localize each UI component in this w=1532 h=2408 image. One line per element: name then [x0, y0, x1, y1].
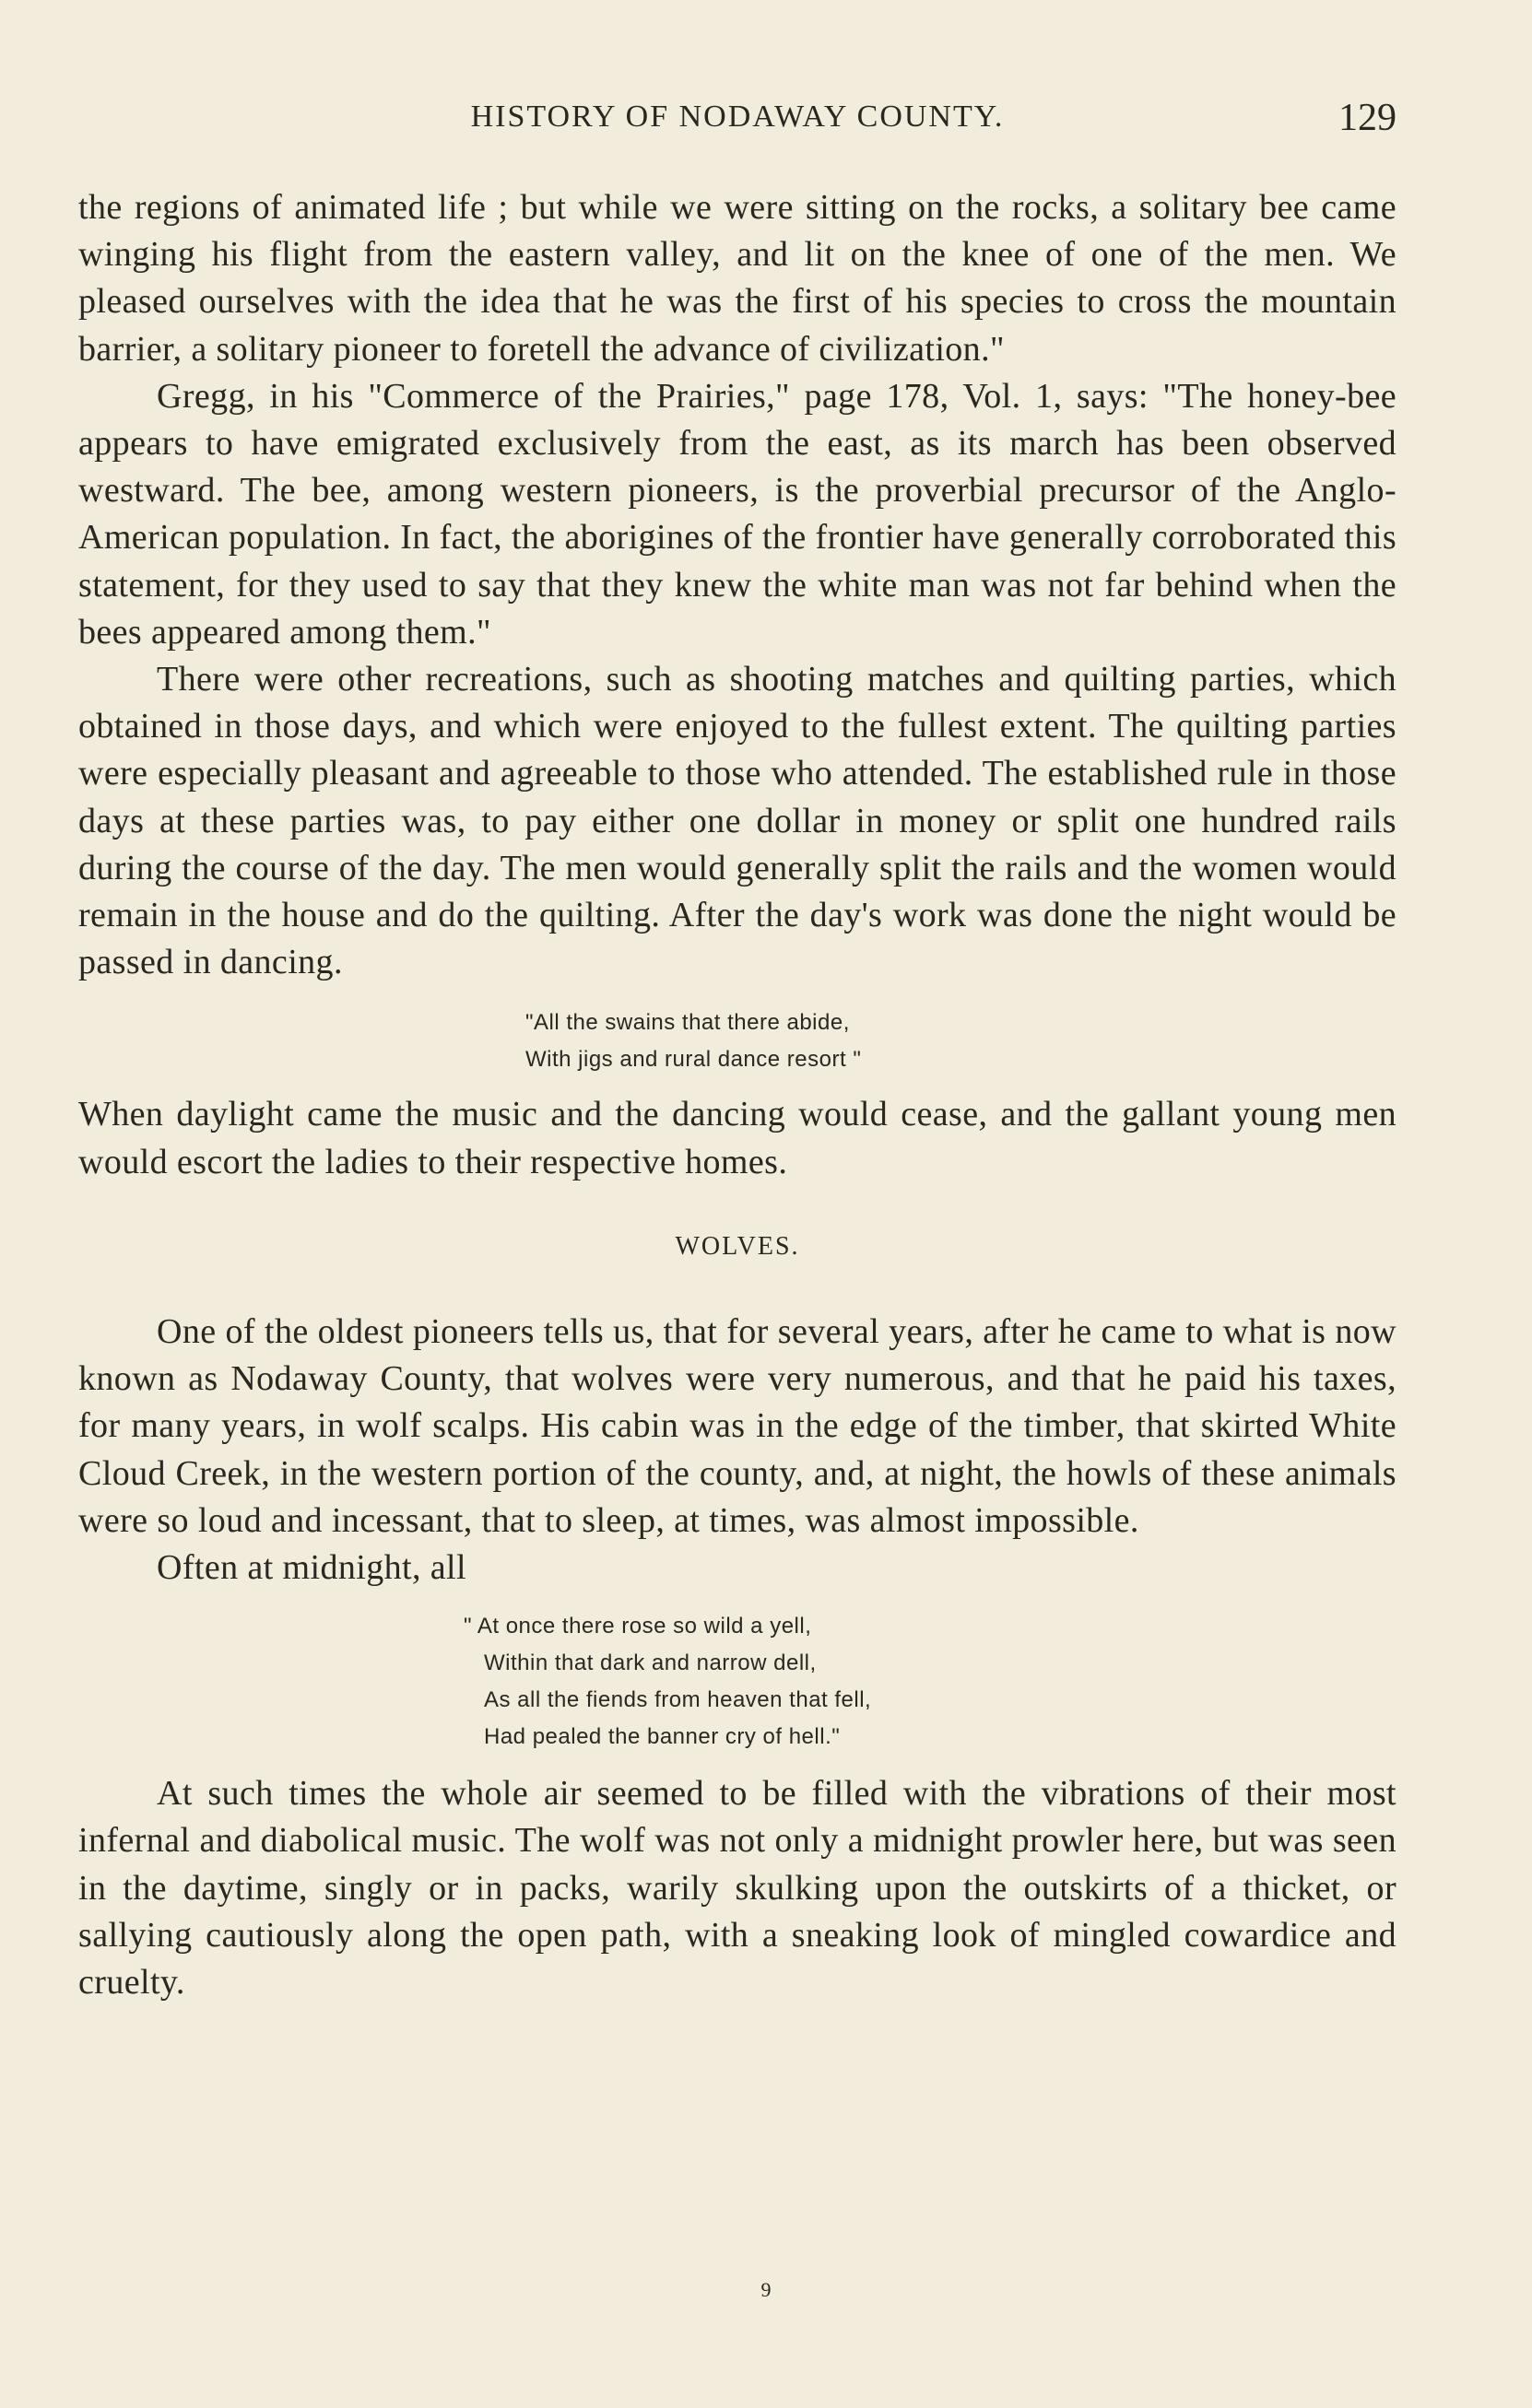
section-heading-wolves: WOLVES. — [675, 1231, 800, 1261]
verse-line: Had pealed the banner cry of hell." — [484, 1724, 841, 1750]
paragraph-bee-quote-end: the regions of animated life ; but while we were sitting on the rocks, a solitary bee came winging his flight from the eastern valley, and lit on the knee of one of the men. We pleased ourselves with the idea that he was the first of his species to cross the mountain barrier, a solitary pioneer to foretell the advance of civilization." — [78, 188, 1396, 369]
running-head: HISTORY OF NODAWAY COUNTY. — [470, 100, 1005, 134]
paragraph-wolf-music: At such times the whole air seemed to be filled with the vibrations of their most infernal and diabolical music. The wolf was not only a midnight prowler here, but was seen in the daytime, singly or in packs, warily skulking upon the outskirts of a thicket, or sallying cautiously along the open path, with a sneaking look of mingled cowardice and cruelty. — [78, 1774, 1396, 2003]
paragraph-gregg-quote: Gregg, in his "Commerce of the Prairies," page 178, Vol. 1, says: "The honey-bee appears to have emigrated exclusively from the east, as its march has been observed westward. The bee, among western pioneers, is the proverbial precursor of the Anglo-American population. In fact, the aborigines of the frontier have generally corroborated this statement, for they used to say that they knew the white man was not far behind when the bees appeared among them." — [78, 376, 1397, 652]
verse-line: "All the swains that there abide, — [525, 1010, 850, 1036]
paragraph-daylight: When daylight came the music and the dancing would cease, and the gallant young men would escort the ladies to their respective homes. — [78, 1095, 1396, 1181]
page-number: 129 — [1338, 97, 1396, 139]
verse-line: " At once there rose so wild a yell, — [464, 1614, 812, 1639]
body-text — [78, 184, 1396, 2006]
paragraph-midnight: Often at midnight, all — [157, 1548, 466, 1588]
verse-line: With jigs and rural dance resort " — [525, 1047, 862, 1073]
signature-mark: 9 — [760, 2278, 772, 2301]
verse-line: Within that dark and narrow dell, — [484, 1650, 817, 1676]
verse-swains — [525, 1004, 1396, 1078]
paragraph-wolves: One of the oldest pioneers tells us, that for several years, after he came to what is now known as Nodaway County, that wolves were very numerous, and that he paid his taxes, for many years, in wolf scalps. His cabin was in the edge of the timber, that skirted White Cloud Creek, in the western portion of the county, and, at night, the howls of these animals were so loud and incessant, that to sleep, at times, was almost impossible. — [78, 1312, 1396, 1540]
verse-wild-yell — [464, 1608, 1396, 1756]
paragraph-quilting-parties: There were other recreations, such as shooting matches and quilting parties, which obtained in those days, and which were enjoyed to the fullest extent. The quilting parties were especially pleasant and agreeable to those who attended. The established rule in those days at these parties was, to pay either one dollar in money or split one hundred rails during the course of the day. The men would generally split the rails and the women would remain in the house and do the quilting. After the day's work was done the night would be passed in dancing. — [78, 660, 1396, 982]
verse-line: As all the fiends from heaven that fell, — [484, 1687, 872, 1713]
page-header — [78, 97, 1396, 155]
